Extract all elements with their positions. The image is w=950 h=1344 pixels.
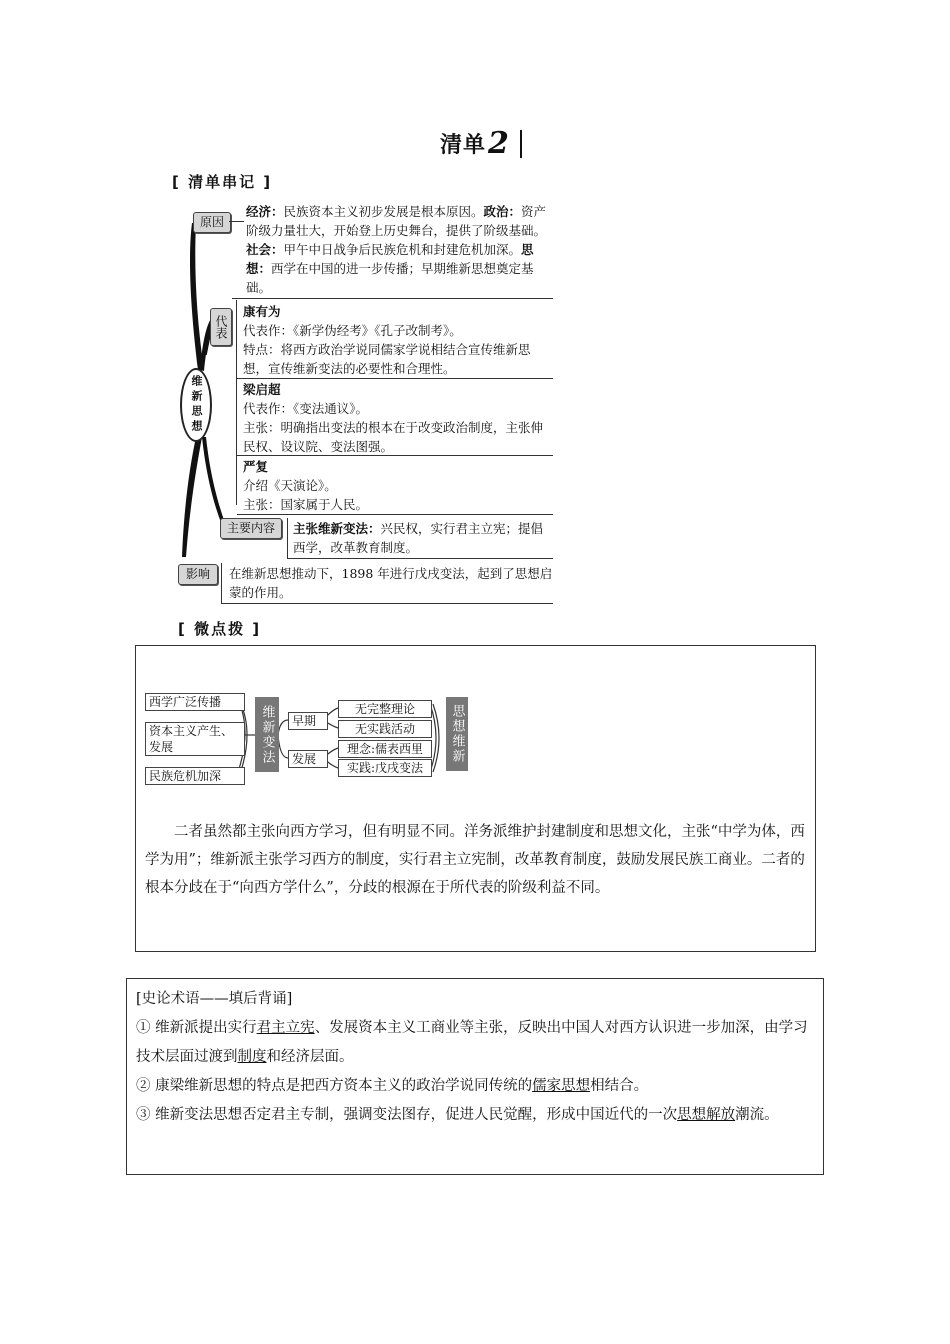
pol-label: 政治：: [483, 204, 522, 219]
term-text: ② 康梁维新思想的特点是把西方资本主义的政治学说同传统的: [136, 1078, 533, 1094]
content-bracket-line: [287, 518, 288, 558]
influence-text: 在维新思想推动下，1898 年进行戊戌变法，起到了思想启蒙的作用。: [229, 566, 553, 600]
tag-influence: 影响: [178, 564, 218, 585]
diagram-cause-2: 资本主义产生、发展: [145, 722, 245, 756]
section-title-tips: [ 微点拨 ]: [178, 620, 262, 638]
liang-name: 梁启超: [243, 382, 281, 397]
econ-text: 民族资本主义初步发展是根本原因。: [283, 204, 484, 219]
diagram-early-item-2: 无实践活动: [338, 720, 432, 738]
kang-name: 康有为: [243, 304, 281, 319]
header-number: 2: [488, 126, 510, 161]
influence-bracket-line: [221, 563, 222, 603]
terms-title: [史论术语——填后背诵]: [136, 991, 293, 1007]
terms-content: [136, 985, 816, 1130]
divider: [221, 603, 553, 604]
term-text: ③ 维新变法思想否定君主专制，强调变法图存，促进人民觉醒，形成中国近代的一次: [136, 1107, 678, 1123]
diagram-early: 早期: [288, 712, 328, 730]
content-label: 主张维新变法：: [293, 521, 381, 536]
tag-reasons: 原因: [193, 212, 231, 233]
term-text: ① 维新派提出实行: [136, 1020, 257, 1036]
diagram-reform: 维新变法: [255, 697, 279, 772]
mindmap-center: 维新思想: [180, 368, 212, 442]
term-blank: 思想解放: [677, 1107, 736, 1123]
liang-works: 代表作：《变法通议》。: [243, 401, 369, 416]
term-text: 相结合。: [590, 1078, 649, 1094]
pol-text: 资产阶级力量壮大，开始登上历史舞台，提供了阶级基础。: [246, 204, 547, 238]
tag-representatives: 代表: [210, 308, 232, 346]
term-text: 潮流。: [735, 1107, 779, 1123]
content-body: 兴民权，实行君主立宪；提倡西学，改革教育制度。: [293, 521, 544, 555]
header-divider: [520, 130, 522, 158]
yan-intro: 介绍《天演论》。: [243, 478, 337, 493]
kang-works: 代表作：《新学伪经考》《孔子改制考》。: [243, 323, 462, 338]
diagram-cause-3: 民族危机加深: [145, 767, 245, 785]
diagram-early-item-1: 无完整理论: [338, 700, 432, 718]
term-2: [136, 1072, 816, 1101]
liang-block: [243, 380, 553, 456]
divider: [237, 378, 553, 379]
diagram-thought: 思想维新: [446, 697, 468, 771]
yan-name: 严复: [243, 459, 269, 474]
reasons-text: [246, 202, 552, 297]
term-blank: 制度: [237, 1049, 267, 1065]
yan-block: [243, 457, 553, 514]
kang-feature: 特点：将西方政治学说同儒家学说相结合宣传维新思想，宣传维新变法的必要性和合理性。: [243, 342, 531, 376]
term-text: 、发展资本主义工商业等主张，反映出中国人对西方认识进一步加深，由学习技术层面过渡到: [136, 1020, 808, 1065]
term-text: 和经济层面。: [266, 1049, 354, 1065]
tag-connector: [229, 221, 244, 222]
liang-claim: 主张：明确指出变法的根本在于改变政治制度，主张伸民权、设议院、变法图强。: [243, 420, 544, 454]
term-blank: 君主立宪: [256, 1020, 315, 1036]
diagram-dev-item-2: 实践:戊戌变法: [338, 759, 432, 777]
divider: [232, 298, 553, 299]
list-header: [440, 126, 522, 161]
tag-main-content: 主要内容: [220, 518, 282, 539]
soc-text: 甲午中日战争后民族危机和封建危机加深。: [283, 242, 522, 257]
term-blank: 儒家思想: [532, 1078, 591, 1094]
content-text: [293, 519, 553, 557]
section-title-summary: [ 清单串记 ]: [172, 173, 273, 191]
kang-block: [243, 302, 553, 378]
reps-bracket-line: [236, 300, 237, 505]
econ-label: 经济：: [246, 204, 284, 219]
thought-text: 西学在中国的进一步传播；早期维新思想奠定基础。: [246, 261, 534, 295]
diagram-cause-1: 西学广泛传播: [145, 693, 245, 711]
soc-label: 社会：: [246, 242, 284, 257]
divider: [287, 558, 553, 559]
yan-claim: 主张：国家属于人民。: [243, 497, 369, 512]
divider: [237, 455, 553, 456]
term-3: [136, 1101, 816, 1130]
thought-label: 思想：: [246, 242, 534, 276]
term-1: [136, 1014, 816, 1072]
diagram-dev-item-1: 理念:儒表西里: [338, 740, 432, 758]
tip-paragraph: 二者虽然都主张向西方学习，但有明显不同。洋务派维护封建制度和思想文化，主张“中学为体，西学为用”；维新派主张学习西方的制度，实行君主立宪制，改革教育制度，鼓励发展民族工商业。二者的根本分歧在于“向西方学什么”，分歧的根源在于所代表的阶级利益不同。: [145, 824, 805, 896]
diagram-development: 发展: [288, 750, 328, 768]
header-label: 清单: [440, 133, 487, 158]
divider: [237, 514, 553, 515]
